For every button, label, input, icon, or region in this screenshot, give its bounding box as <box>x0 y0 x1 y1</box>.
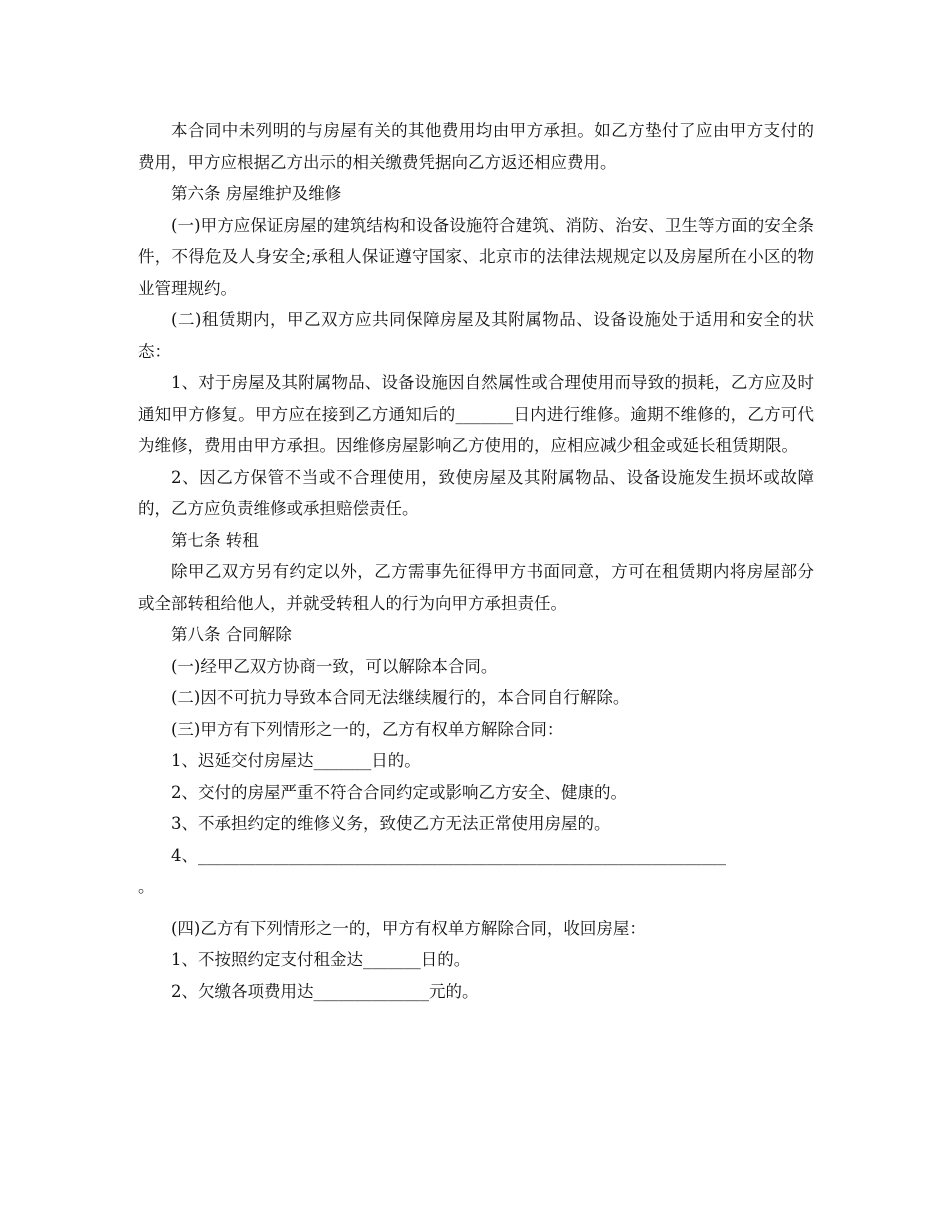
paragraph-8-3: (三)甲方有下列情形之一的，乙方有权单方解除合同： <box>171 719 564 739</box>
article-6-heading: 第六条 房屋维护及维修 <box>171 184 342 203</box>
document-body <box>138 115 814 1007</box>
paragraph-8-3-item-3: 3、不承担约定的维修义务，致使乙方无法正常使用房屋的。 <box>171 814 611 833</box>
article-7-heading: 第七条 转租 <box>171 530 259 550</box>
paragraph-8-3-item-2: 2、交付的房屋严重不符合合同约定或影响乙方安全、健康的。 <box>171 782 627 802</box>
paragraph-6-2-item-1: 1、对于房屋及其附属物品、设备设施因自然属性或合理使用而导致的损耗，乙方应及时通知甲方修复。甲方应在接到乙方通知后的_______日内进行维修。逾期不维修的，乙方可代为维修，费用由甲方承担。因维修房屋影响乙方使用的，应相应减少租金或延长租赁期限。 <box>138 373 814 455</box>
paragraph-8-2: (二)因不可抗力导致本合同无法继续履行的，本合同自行解除。 <box>171 688 630 707</box>
paragraph-8-3-item-4-end: 。 <box>138 877 155 896</box>
paragraph-6-2: (二)租赁期内，甲乙双方应共同保障房屋及其附属物品、设备设施处于适用和安全的状态： <box>138 310 814 361</box>
paragraph-8-4: (四)乙方有下列情形之一的，甲方有权单方解除合同，收回房屋： <box>171 918 646 938</box>
paragraph-7: 除甲乙双方另有约定以外，乙方需事先征得甲方书面同意，方可在租赁期内将房屋部分或全部转租给他人，并就受转租人的行为向甲方承担责任。 <box>138 562 814 613</box>
article-8-heading: 第八条 合同解除 <box>171 625 292 644</box>
paragraph-8-3-item-1: 1、迟延交付房屋达_______日的。 <box>171 751 421 770</box>
paragraph-8-4-item-2: 2、欠缴各项费用达______________元的。 <box>171 981 479 1001</box>
paragraph-8-3-item-4-blank: 4、________________________________________________________________ <box>171 845 726 865</box>
paragraph-6-1: (一)甲方应保证房屋的建筑结构和设备设施符合建筑、消防、治安、卫生等方面的安全条件，不得危及人身安全;承租人保证遵守国家、北京市的法律法规规定以及房屋所在小区的物业管理规约。 <box>138 215 814 298</box>
paragraph-6-2-item-2: 2、因乙方保管不当或不合理使用，致使房屋及其附属物品、设备设施发生损坏或故障的，乙方应负责维修或承担赔偿责任。 <box>138 467 814 518</box>
paragraph-other-fees: 本合同中未列明的与房屋有关的其他费用均由甲方承担。如乙方垫付了应由甲方支付的费用，甲方应根据乙方出示的相关缴费凭据向乙方返还相应费用。 <box>138 121 814 172</box>
spacer <box>138 903 814 913</box>
paragraph-8-1: (一)经甲乙双方协商一致，可以解除本合同。 <box>171 656 498 676</box>
paragraph-8-4-item-1: 1、不按照约定支付租金达_______日的。 <box>171 950 471 969</box>
